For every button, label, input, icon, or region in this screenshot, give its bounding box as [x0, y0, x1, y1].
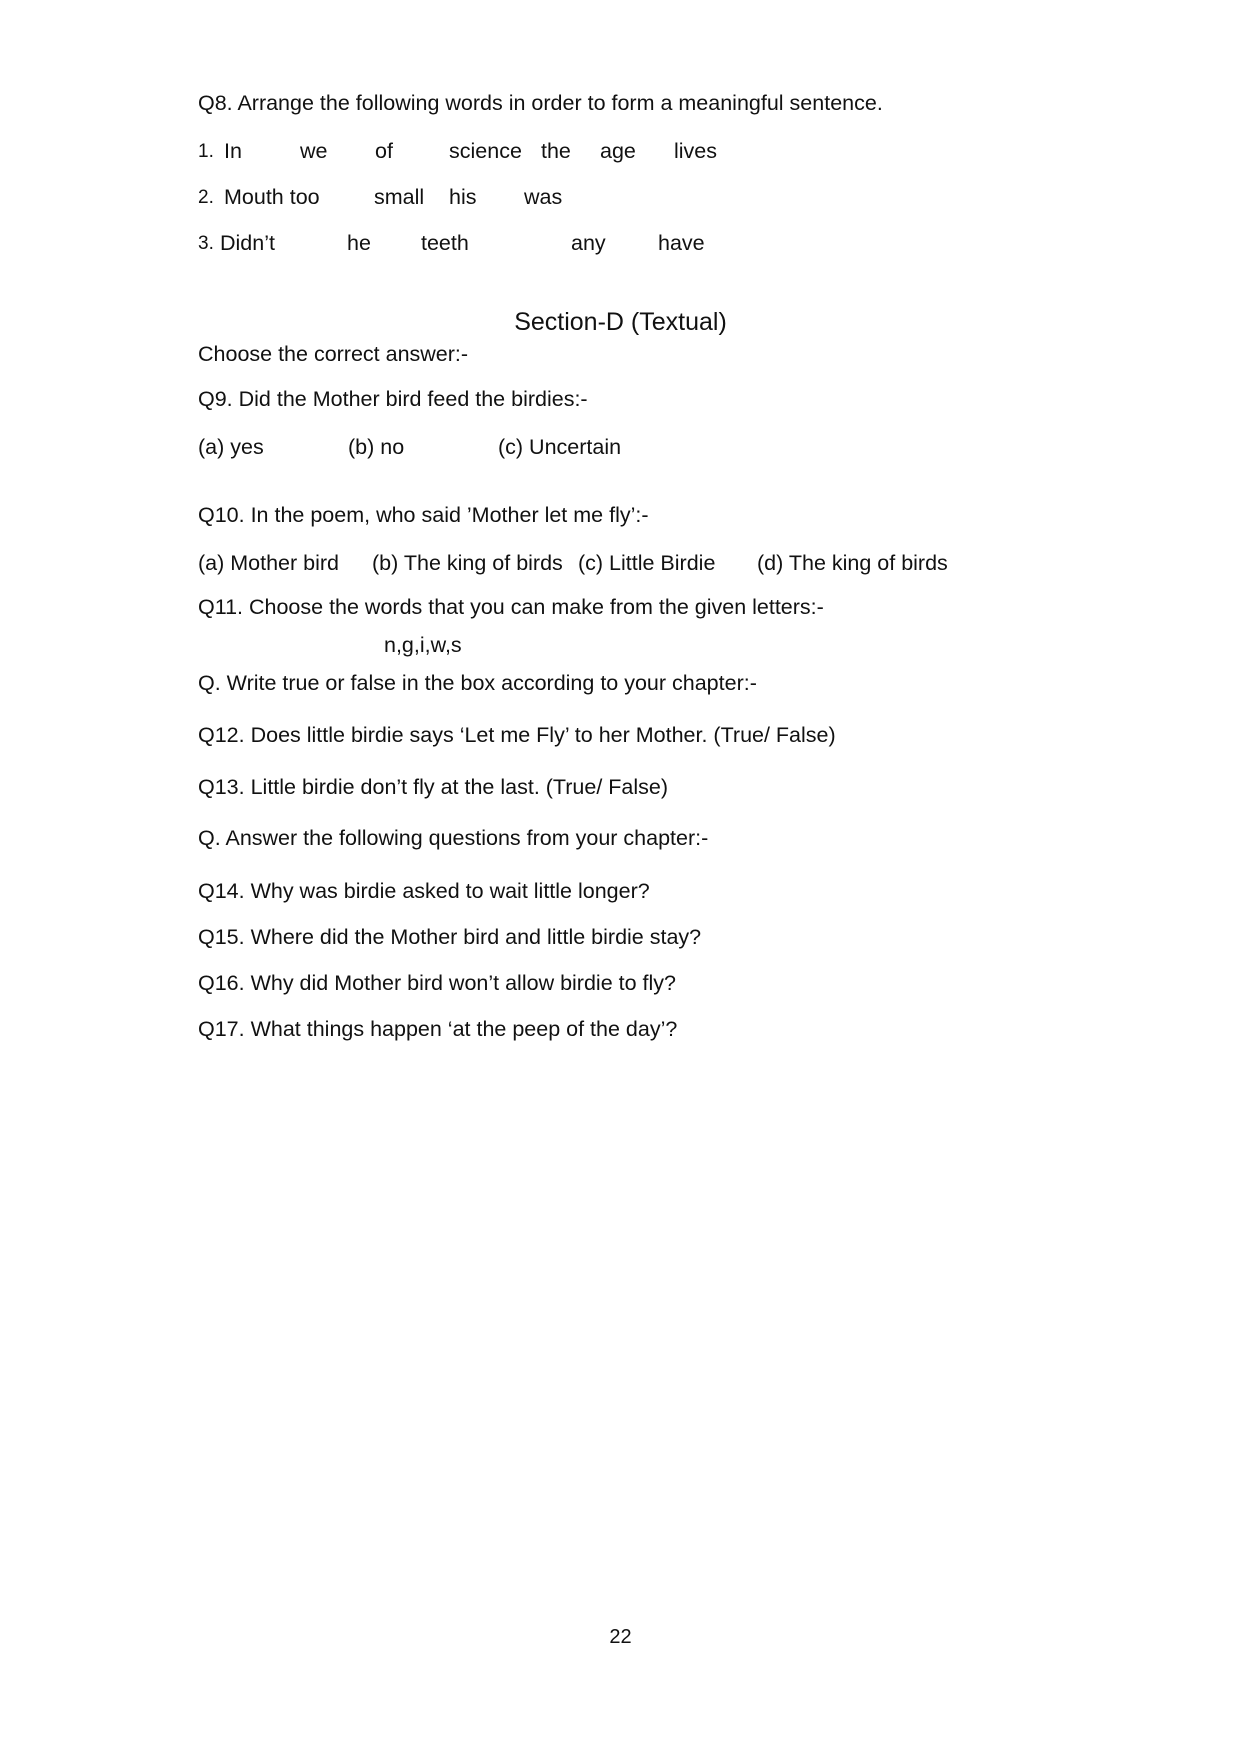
word: of	[375, 139, 393, 163]
page-number: 22	[609, 1626, 632, 1648]
word: any	[571, 231, 606, 255]
word: Mouth too	[224, 185, 320, 209]
word: science	[449, 139, 522, 163]
q12-question: Q12. Does little birdie says ‘Let me Fly’ to her Mother. (True/ False)	[198, 723, 836, 747]
option: (c) Uncertain	[498, 435, 622, 459]
option: (b) The king of birds	[372, 551, 563, 575]
item-number: 3.	[198, 233, 214, 254]
q11-question: Q11. Choose the words that you can make from the given letters:-	[198, 595, 824, 619]
option: (a) Mother bird	[198, 551, 339, 575]
section-instruction: Choose the correct answer:-	[198, 342, 469, 366]
word: lives	[674, 139, 718, 163]
q17-question: Q17. What things happen ‘at the peep of the day’?	[198, 1017, 678, 1041]
word: teeth	[421, 231, 469, 255]
q16-question: Q16. Why did Mother bird won’t allow birdie to fly?	[198, 971, 676, 995]
answer-instruction: Q. Answer the following questions from your chapter:-	[198, 826, 709, 850]
option: (a) yes	[198, 435, 264, 459]
section-title: Section-D (Textual)	[514, 308, 727, 336]
word: was	[524, 185, 563, 209]
word: Didn’t	[220, 231, 275, 255]
word: the	[541, 139, 571, 163]
word: age	[600, 139, 636, 163]
item-number: 1.	[198, 141, 214, 162]
true-false-instruction: Q. Write true or false in the box according to your chapter:-	[198, 671, 757, 695]
word: have	[658, 231, 705, 255]
word: In	[224, 139, 242, 163]
q15-question: Q15. Where did the Mother bird and little birdie stay?	[198, 925, 702, 949]
word: we	[300, 139, 328, 163]
option: (d) The king of birds	[757, 551, 948, 575]
q14-question: Q14. Why was birdie asked to wait little longer?	[198, 879, 650, 903]
q10-question: Q10. In the poem, who said ’Mother let me fly’:-	[198, 503, 649, 527]
q13-question: Q13. Little birdie don’t fly at the last. (True/ False)	[198, 775, 669, 799]
word: his	[449, 185, 477, 209]
option: (b) no	[348, 435, 405, 459]
word: he	[347, 231, 371, 255]
word: small	[374, 185, 425, 209]
q8-question: Q8. Arrange the following words in order to form a meaningful sentence.	[198, 91, 883, 115]
option: (c) Little Birdie	[578, 551, 716, 575]
item-number: 2.	[198, 187, 214, 208]
q11-letters: n,g,i,w,s	[384, 633, 462, 657]
q9-question: Q9. Did the Mother bird feed the birdies:-	[198, 387, 588, 411]
